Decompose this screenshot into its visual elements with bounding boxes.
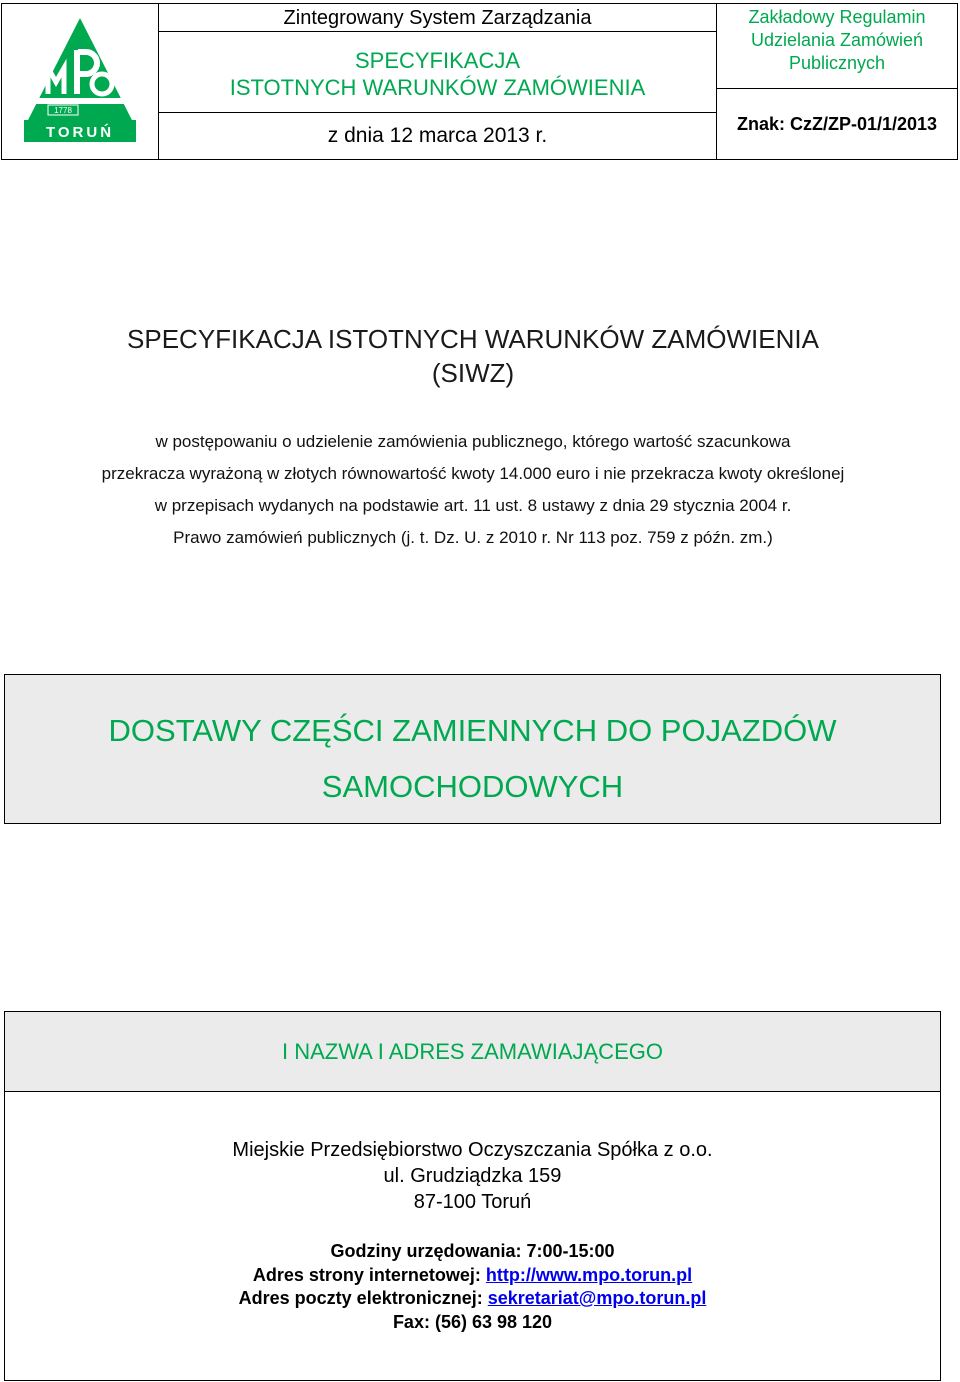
website-row <box>5 1264 940 1288</box>
email-link[interactable]: sekretariat@mpo.torun.pl <box>487 1288 707 1308</box>
regulation-line2: Udzielania Zamówień <box>750 30 924 50</box>
intro-line1: w postępowaniu o udzielenie zamówienia publicznego, którego wartość szacunkowa <box>155 432 791 451</box>
regulation-line1: Zakładowy Regulamin <box>748 7 926 27</box>
mpo-torun-logo-icon <box>2 4 159 159</box>
header-spec-title <box>159 32 716 113</box>
office-hours: Godziny urzędowania: 7:00-15:00 <box>330 1241 615 1261</box>
organization-address <box>5 1137 940 1215</box>
regulation-line3: Publicznych <box>788 53 886 73</box>
contracting-authority-section <box>4 1011 941 1381</box>
header-middle-column <box>159 4 717 159</box>
system-name: Zintegrowany System Zarządzania <box>159 4 716 32</box>
header-spec-line2: ISTOTNYCH WARUNKÓW ZAMÓWIENIA <box>229 75 646 100</box>
header-right-column <box>717 4 957 159</box>
section-heading: I NAZWA I ADRES ZAMAWIAJĄCEGO <box>5 1012 940 1092</box>
logo-cell <box>2 4 159 159</box>
website-link[interactable]: http://www.mpo.torun.pl <box>485 1264 693 1285</box>
organization-name: Miejskie Przedsiębiorstwo Oczyszczania Spółka z o.o. <box>232 1139 713 1161</box>
regulation-title <box>717 4 957 89</box>
document-header <box>1 3 958 160</box>
logo-city: TORUŃ <box>45 124 115 141</box>
logo-year: 1778 <box>54 106 72 115</box>
subject-line2: SAMOCHODOWYCH <box>321 769 624 804</box>
subject-box <box>4 674 941 824</box>
document-code: Znak: CzZ/ZP-01/1/2013 <box>736 114 938 134</box>
website-label: Adres strony internetowej: <box>252 1264 486 1285</box>
header-spec-line1: SPECYFIKACJA <box>354 48 521 73</box>
main-title <box>0 322 946 390</box>
email-row <box>5 1287 940 1311</box>
contact-details <box>5 1240 940 1334</box>
intro-line2: przekracza wyrażoną w złotych równowartość kwoty 14.000 euro i nie przekracza kwoty określonej <box>101 464 845 483</box>
organization-city: 87-100 Toruń <box>413 1191 532 1213</box>
intro-line4: Prawo zamówień publicznych (j. t. Dz. U. z 2010 r. Nr 113 poz. 759 z późn. zm.) <box>173 528 773 547</box>
email-label: Adres poczty elektronicznej: <box>238 1288 488 1308</box>
intro-paragraph <box>20 426 926 554</box>
fax-number: Fax: (56) 63 98 120 <box>392 1311 553 1332</box>
subject-line1: DOSTAWY CZĘŚCI ZAMIENNYCH DO POJAZDÓW <box>108 713 837 748</box>
intro-line3: w przepisach wydanych na podstawie art. 11 ust. 8 ustawy z dnia 29 stycznia 2004 r. <box>154 496 792 515</box>
main-title-line2: (SIWZ) <box>431 358 515 388</box>
main-title-line1: SPECYFIKACJA ISTOTNYCH WARUNKÓW ZAMÓWIENIA <box>127 324 819 354</box>
organization-street: ul. Grudziądzka 159 <box>383 1165 562 1187</box>
header-date: z dnia 12 marca 2013 r. <box>327 124 548 147</box>
